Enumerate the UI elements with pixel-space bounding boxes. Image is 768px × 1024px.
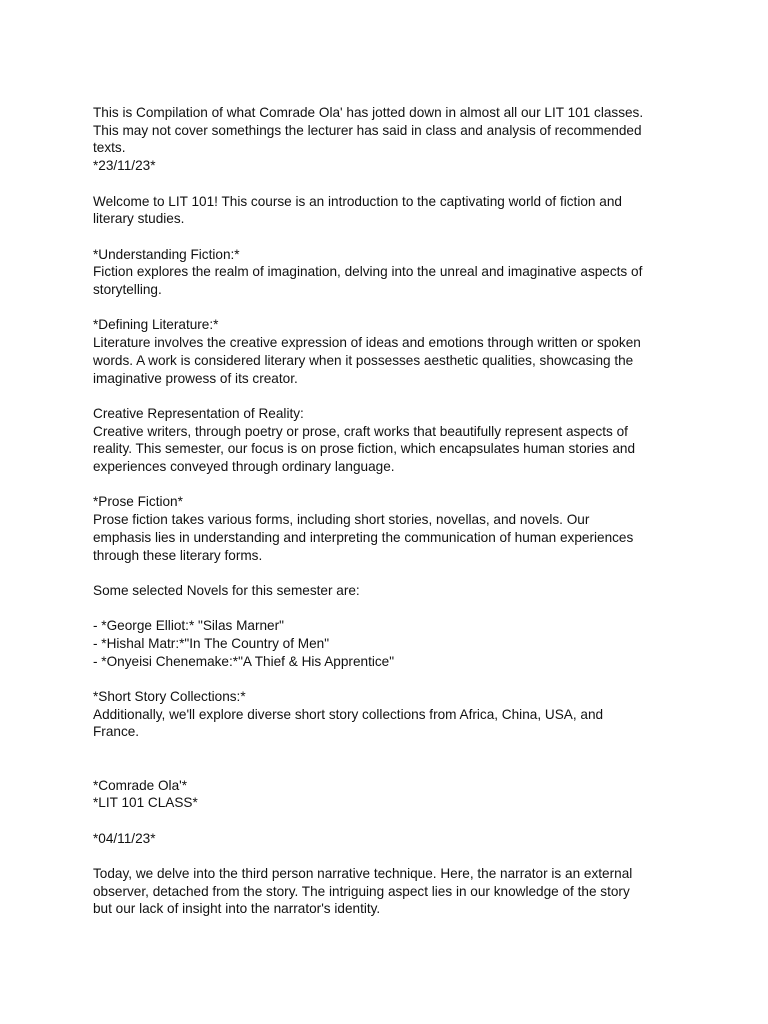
intro-paragraph — [93, 104, 678, 175]
prose-fiction-section — [93, 493, 678, 564]
document-page — [93, 104, 678, 936]
novels-intro — [93, 582, 678, 600]
section-text: Prose fiction takes various forms, including short stories, novellas, and novels. Our — [93, 512, 590, 528]
list-item: - *Onyeisi Chenemake:*"A Thief & His Apprentice" — [93, 653, 395, 669]
section-text: observer, detached from the story. The intriguing aspect lies in our knowledge of the story — [93, 883, 630, 899]
creative-representation-section — [93, 405, 678, 476]
section-text: but our lack of insight into the narrator's identity. — [93, 901, 381, 917]
signature-block — [93, 777, 678, 812]
welcome-line: literary studies. — [93, 211, 185, 227]
date-line: *04/11/23* — [93, 830, 156, 846]
list-item: - *George Elliot:* "Silas Marner" — [93, 618, 284, 634]
blank-line — [93, 759, 678, 777]
section-text: reality. This semester, our focus is on prose fiction, which encapsulates human stories and — [93, 441, 636, 457]
section-text: emphasis lies in understanding and interpreting the communication of human experiences — [93, 529, 634, 545]
signature-class: *LIT 101 CLASS* — [93, 795, 198, 811]
signature-name: *Comrade Ola'* — [93, 777, 188, 793]
list-item: - *Hishal Matr:*"In The Country of Men" — [93, 635, 330, 651]
date-line: *23/11/23* — [93, 158, 156, 174]
defining-literature-section — [93, 316, 678, 387]
section-heading: *Understanding Fiction:* — [93, 246, 240, 262]
section-heading: *Defining Literature:* — [93, 317, 219, 333]
date-paragraph — [93, 830, 678, 848]
section-text: France. — [93, 724, 140, 740]
novels-intro-line: Some selected Novels for this semester are: — [93, 582, 360, 598]
intro-line: This may not cover somethings the lecturer has said in class and analysis of recommended — [93, 122, 642, 138]
section-text: Fiction explores the realm of imagination, delving into the unreal and imaginative aspects of — [93, 264, 643, 280]
section-text: Today, we delve into the third person narrative technique. Here, the narrator is an external — [93, 866, 633, 882]
section-text: through these literary forms. — [93, 547, 263, 563]
section-heading: Creative Representation of Reality: — [93, 405, 304, 421]
short-story-section — [93, 688, 678, 741]
novels-list — [93, 617, 678, 670]
welcome-paragraph — [93, 193, 678, 228]
section-text: Additionally, we'll explore diverse short story collections from Africa, China, USA, and — [93, 706, 604, 722]
section-heading: *Prose Fiction* — [93, 494, 183, 510]
section-text: Literature involves the creative expression of ideas and emotions through written or spoken — [93, 335, 641, 351]
narrative-paragraph — [93, 865, 678, 918]
welcome-line: Welcome to LIT 101! This course is an introduction to the captivating world of fiction and — [93, 193, 622, 209]
section-text: words. A work is considered literary when it possesses aesthetic qualities, showcasing the — [93, 352, 634, 368]
intro-line: texts. — [93, 140, 126, 156]
intro-line: This is Compilation of what Comrade Ola' has jotted down in almost all our LIT 101 classes. — [93, 105, 644, 120]
section-text: imaginative prowess of its creator. — [93, 370, 298, 386]
section-text: Creative writers, through poetry or prose, craft works that beautifully represent aspects of — [93, 423, 628, 439]
section-text: experiences conveyed through ordinary language. — [93, 459, 395, 474]
understanding-fiction-section — [93, 246, 678, 299]
section-text: storytelling. — [93, 282, 162, 297]
section-heading: *Short Story Collections:* — [93, 689, 246, 705]
